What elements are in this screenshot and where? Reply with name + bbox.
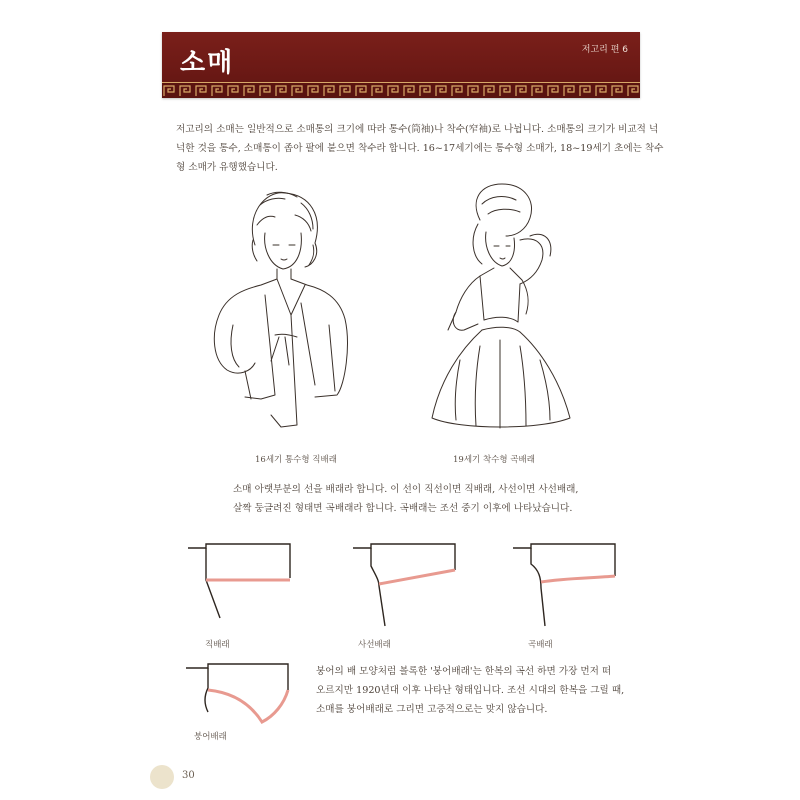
- text-line: 붕어의 배 모양처럼 볼록한 '붕어배래'는 한복의 곡선 하면 가장 먼저 떠: [316, 666, 612, 677]
- section-title: 소매: [180, 48, 235, 78]
- sleeve-label-gokbaerae: 곡배래: [528, 640, 553, 650]
- text-line: 오르지만 1920년대 이후 나타난 형태입니다. 조선 시대의 한복을 그릴 때,: [316, 685, 625, 696]
- sleeve-diagram-gokbaerae: [505, 540, 620, 630]
- page-number: 30: [182, 770, 195, 781]
- bungeo-paragraph: [316, 662, 631, 719]
- text-line: 소매를 붕어배래로 그리면 고증적으로는 맞지 않습니다.: [316, 704, 548, 715]
- intro-paragraph: [176, 120, 664, 177]
- text-line: 넉한 것을 통수, 소매통이 좁아 팔에 붙으면 착수라 합니다. 16~17세기에는 통수형 소매가, 18~19세기 초에는 착수: [176, 143, 664, 154]
- text-line: 소매 아랫부분의 선을 배래라 합니다. 이 선이 직선이면 직배래, 사선이면 사선배래,: [233, 484, 579, 495]
- figure-caption-left: 16세기 통수형 직배래: [255, 455, 337, 465]
- sleeve-diagram-jikbaerae: [180, 540, 295, 630]
- illustration-tongsu-woman: [205, 185, 355, 455]
- illustration-chaksu-woman: [420, 180, 580, 440]
- sleeve-label-bungeobaerae: 붕어배래: [194, 732, 227, 742]
- sleeve-diagram-bungeobaerae: [178, 660, 298, 730]
- page-number-ornament: [150, 765, 174, 789]
- section-banner: [162, 32, 640, 98]
- sleeve-diagram-saseonbaerae: [345, 540, 460, 630]
- text-line: 저고리의 소매는 일반적으로 소매통의 크기에 따라 통수(筒袖)나 착수(窄袖)로 나뉩니다. 소매통의 크기가 비교적 넉: [176, 124, 659, 135]
- section-tag: 저고리 편 6: [581, 45, 628, 55]
- meander-border-pattern: [162, 82, 640, 98]
- text-line: 형 소매가 유행했습니다.: [176, 162, 278, 173]
- sleeve-label-saseonbaerae: 사선배래: [358, 640, 391, 650]
- baerae-paragraph: [233, 480, 603, 518]
- text-line: 살짝 둥글려진 형태면 곡배래라 합니다. 곡배래는 조선 중기 이후에 나타났습니다.: [233, 503, 573, 514]
- figure-caption-right: 19세기 착수형 곡배래: [453, 455, 535, 465]
- sleeve-label-jikbaerae: 직배래: [205, 640, 230, 650]
